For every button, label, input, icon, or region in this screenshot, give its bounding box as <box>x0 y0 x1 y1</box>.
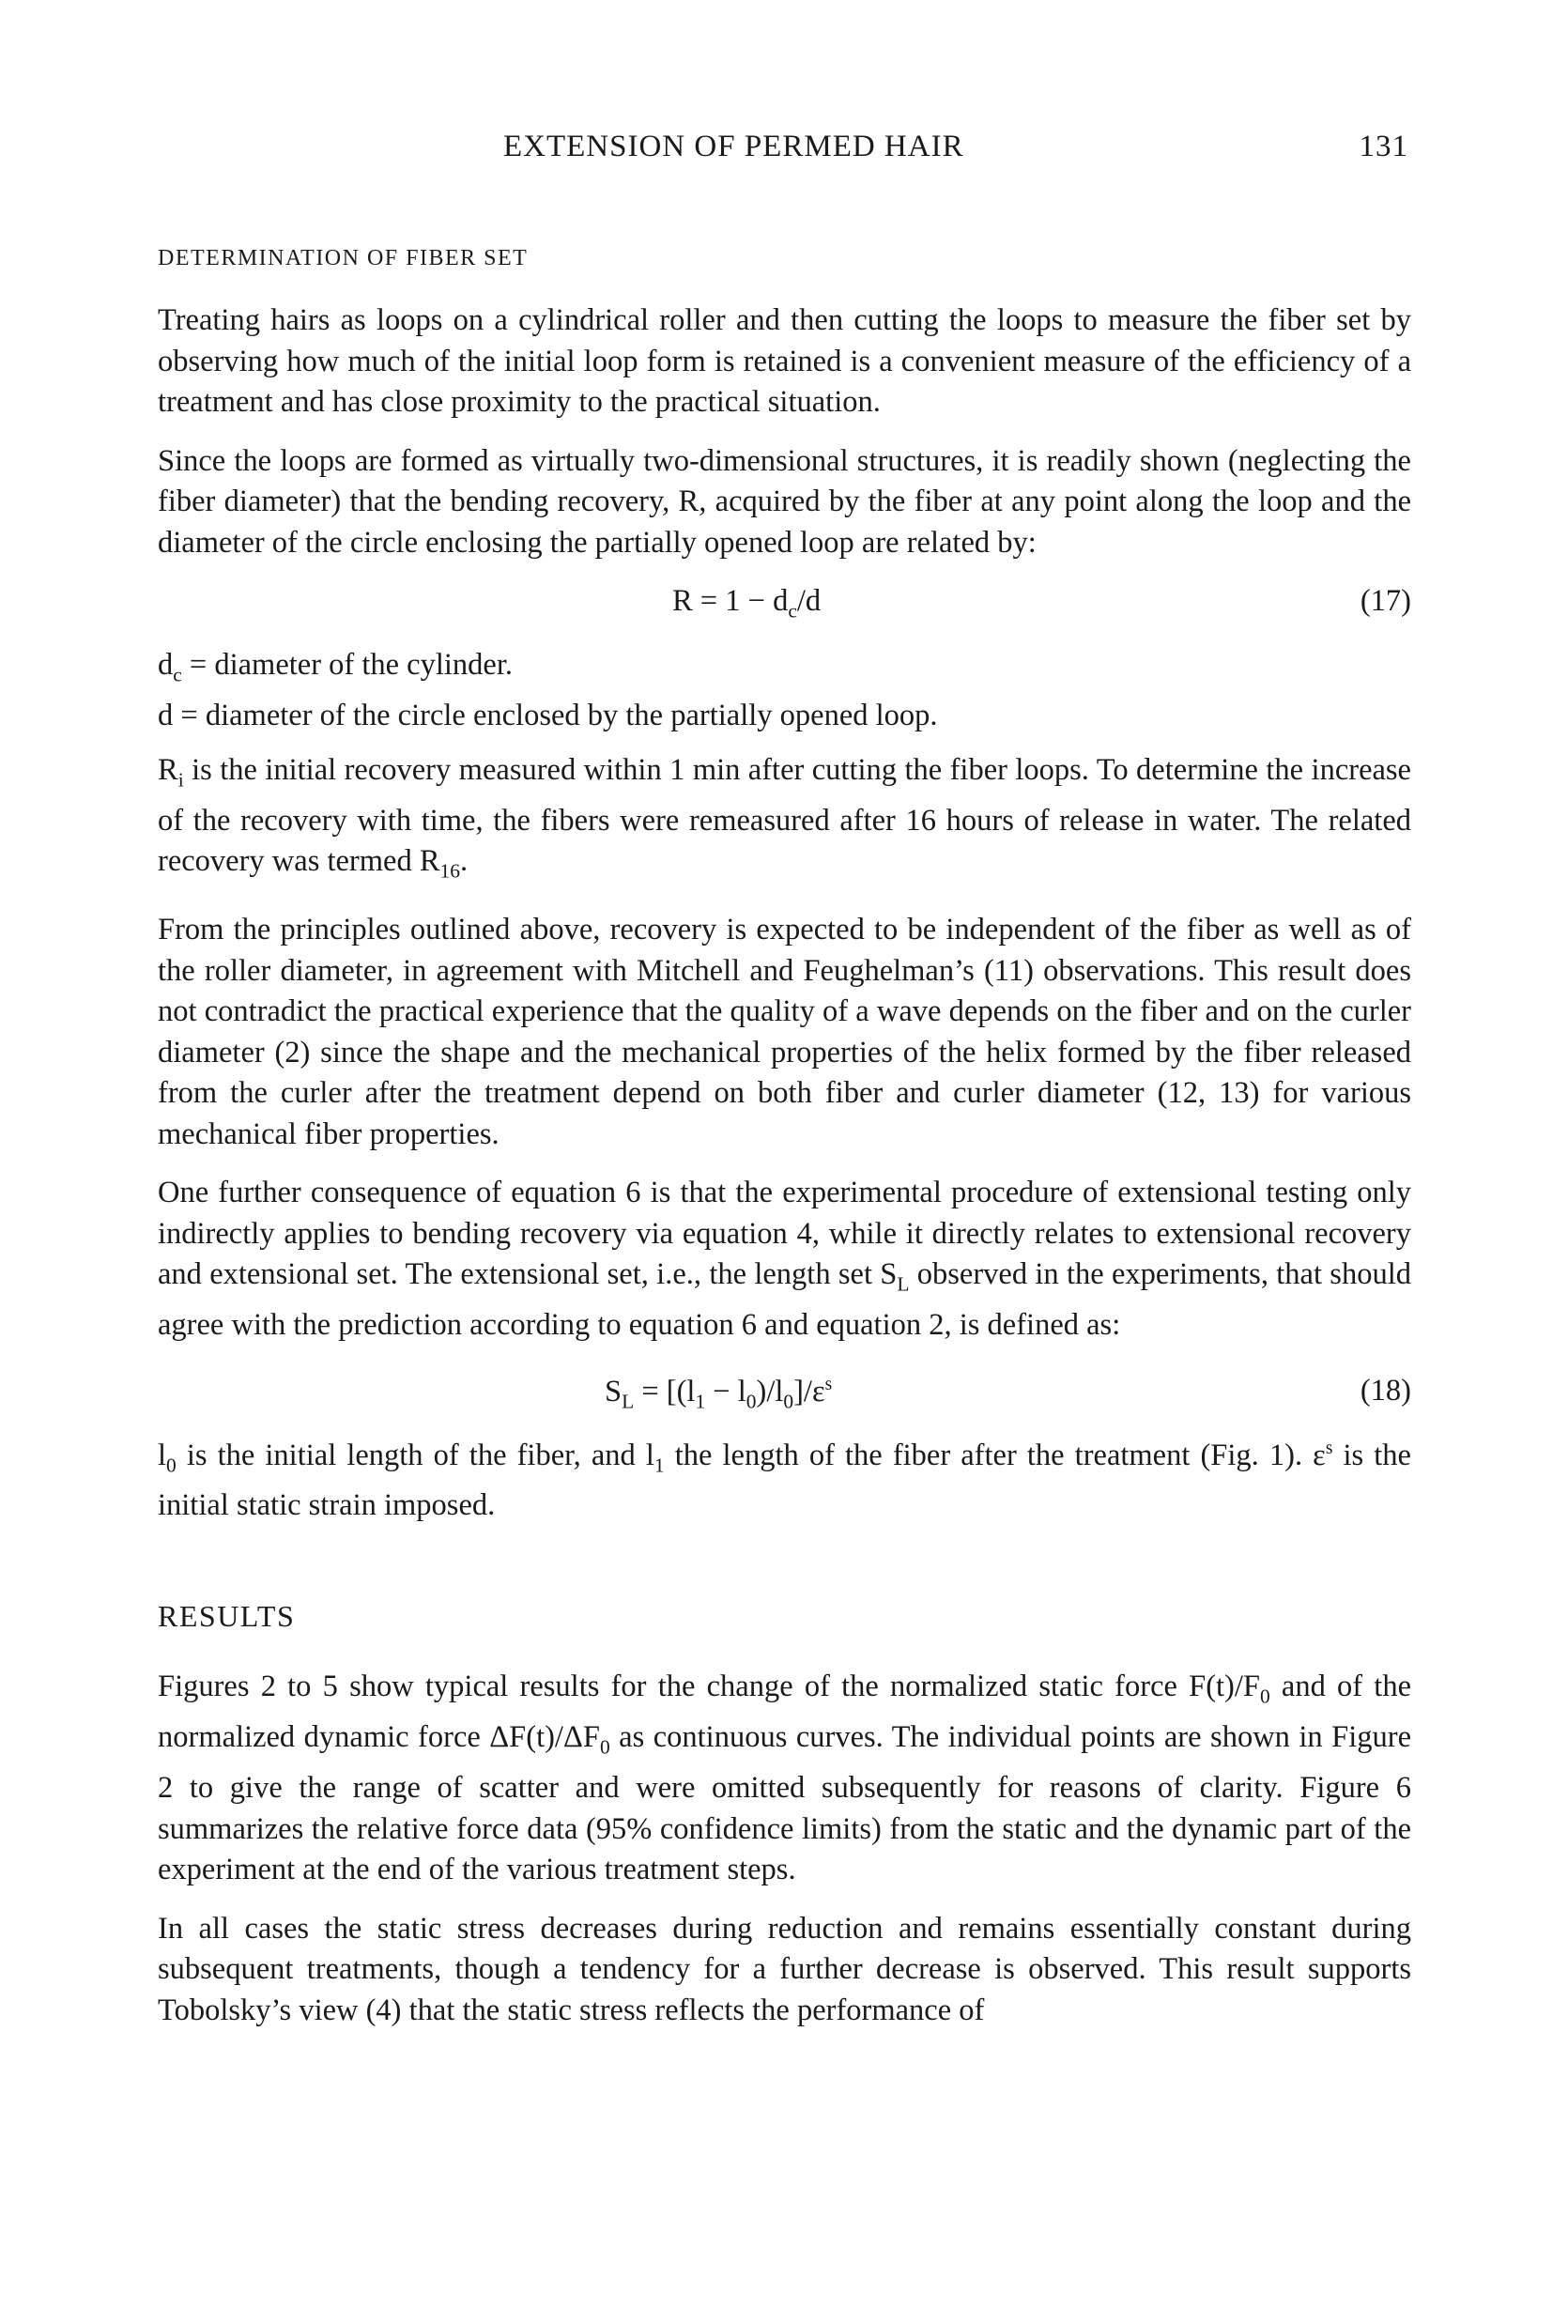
paragraph-extensional-set: One further consequence of equation 6 is that the experimental procedure of extensional testing only indirectly applies to bending recovery via equation 4, while it directly relates to extensional recovery and extensional set. The extensional set, i.e., the length set $S_L$ observed in the experiments, that should agree with the prediction according to equation 6 and equation 2, is defined as: <box>158 1176 1411 1342</box>
equation-18-formula: $S_L = [(l_1 - l_0)/l_0]/\varepsilon^s$ <box>605 1374 833 1412</box>
running-header <box>0 130 1568 177</box>
body-text <box>158 300 1411 2049</box>
equation-17-number: (17) <box>1360 584 1411 618</box>
equation-17 <box>158 581 1411 628</box>
variable-definitions <box>158 645 1411 737</box>
equation-18-number: (18) <box>1360 1374 1411 1408</box>
equation-18 <box>158 1364 1411 1411</box>
definition-dc: $d_c$ = diameter of the cylinder. <box>158 648 513 686</box>
results-heading: RESULTS <box>158 1598 296 1633</box>
paragraph-length-definitions: $l_0$ is the initial length of the fiber, and $l_1$ the length of the fiber after the treatment (Fig. 1). $\varepsilon^s$ is the initial static strain imposed. <box>158 1438 1411 1523</box>
paragraph-principles: From the principles outlined above, recovery is expected to be independent of the fiber as well as of the roller diameter, in agreement with Mitchell and Feughelman’s (11) observations. This result does not contradict the practical experience that the quality of a wave depends on the fiber and on the curler diameter (2) since the shape and the mechanical properties of the helix formed by the fiber released from the curler after the treatment depend on both fiber and curler diameter (12, 13) for various mechanical fiber properties. <box>158 913 1411 1151</box>
paragraph-two-dimensional: Since the loops are formed as virtually two-dimensional structures, it is readily shown (neglecting the fiber diameter) that the bending recovery, R, acquired by the fiber at any point along the loop and the diameter of the circle enclosing the partially opened loop are related by: <box>158 443 1411 560</box>
paragraph-static-stress: In all cases the static stress decreases during reduction and remains essentially constant during subsequent treatments, though a tendency for a further decrease is observed. This result supports Tobolsky’s view (4) that the static stress reflects the performance of <box>158 1911 1411 2027</box>
definition-d: d = diameter of the circle enclosed by the partially opened loop. <box>158 699 938 732</box>
equation-17-formula: $R = 1 - d_c/d$ <box>672 584 822 623</box>
running-title: EXTENSION OF PERMED HAIR <box>503 130 964 163</box>
paragraph-results-figures: Figures 2 to 5 show typical results for the change of the normalized static force $F(t)/F_0$ and of the normalized dynamic force $\Delta F(t)/\Delta F_0$ as continuous curves. The individual points are shown in Figure 2 to give the range of scatter and were omitted subsequently for reasons of clarity. Figure 6 summarizes the relative force data (95% confidence limits) from the static and the dynamic part of the experiment at the end of the various treatment steps. <box>158 1670 1412 1887</box>
section-heading: DETERMINATION OF FIBER SET <box>158 246 529 270</box>
paragraph-initial-recovery: $R_i$ is the initial recovery measured within 1 min after cutting the fiber loops. To determine the increase of the recovery with time, the fibers were remeasured after 16 hours of release in water. The related recovery was termed $R_{16}$. <box>158 752 1411 883</box>
paragraph-loop-method: Treating hairs as loops on a cylindrical roller and then cutting the loops to measure the fiber set by observing how much of the initial loop form is retained is a convenient measure of the efficiency of a treatment and has close proximity to the practical situation. <box>158 303 1411 419</box>
page-number: 131 <box>1359 130 1408 163</box>
